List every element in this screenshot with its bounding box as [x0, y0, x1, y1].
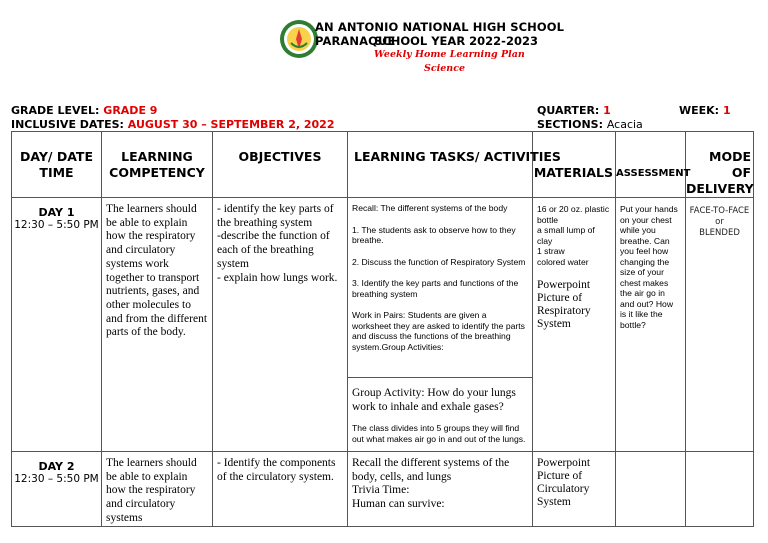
day2-mode [686, 452, 754, 527]
day-time: 12:30 – 5:50 PM [14, 473, 99, 485]
objective-item: - identify the key parts of the breathing system [217, 203, 334, 229]
day2-materials [533, 452, 616, 527]
mode-item: FACE-TO-FACE [689, 206, 750, 216]
tasks-list [348, 198, 532, 352]
sections: SECTIONS: Acacia [537, 118, 643, 131]
day1-group-activity [348, 378, 533, 452]
material-item: 16 or 20 oz. plastic bottle [537, 204, 610, 225]
col-assessment-header: ASSESSMENT [616, 132, 686, 198]
objectives-list [213, 198, 347, 285]
table-row [12, 198, 754, 378]
material-item: Powerpoint [537, 279, 591, 291]
day1-tasks [348, 198, 533, 378]
day-time: 12:30 – 5:50 PM [14, 219, 99, 231]
day1-cell [12, 198, 102, 452]
tasks-list [348, 452, 532, 512]
school-logo [279, 19, 319, 59]
day2-cell [12, 452, 102, 527]
competency-text: The learners should be able to explain how the respiratory and circulatory systems work together to transport nutrients, gases, and other molecules to and from the different parts of the body. [106, 203, 208, 339]
task-item: 3. Identify the key parts and functions of the breathing system [352, 278, 519, 299]
objective-item: - explain how lungs work. [217, 271, 338, 284]
col-competency-header: LEARNING COMPETENCY [102, 132, 213, 198]
quarter: QUARTER: 1 [537, 104, 611, 117]
group-activity-text: Group Activity: How do your lungs work to inhale and exhale gases? [352, 387, 516, 413]
mode-list [686, 198, 753, 239]
task-item: Human can survive: [352, 498, 445, 511]
task-item: Work in Pairs: Students are given a worksheet they are asked to identify the parts and discuss the functions of the breathing system.Group Activities: [352, 310, 525, 352]
grade-level: GRADE LEVEL: GRADE 9 [11, 104, 158, 117]
col-tasks-header: LEARNING TASKS/ ACTIVITIES [348, 132, 533, 198]
mode-item: or [715, 217, 724, 227]
material-item: 1 straw [537, 246, 565, 256]
material-item: Powerpoint [537, 457, 591, 469]
material-item: Picture of Respiratory System [537, 292, 591, 330]
learning-plan-table [11, 131, 754, 527]
competency-text: The learners should be able to explain how the respiratory and circulatory systems [106, 457, 197, 524]
day1-competency [102, 198, 213, 452]
materials-list [533, 198, 615, 267]
inclusive-dates: INCLUSIVE DATES: AUGUST 30 – SEPTEMBER 2, 2022 [11, 118, 335, 131]
objective-item: -describe the function of each of the breathing system [217, 230, 330, 270]
task-item: Trivia Time: [352, 484, 410, 497]
col-mode-header: MODE OF DELIVERY [686, 132, 754, 198]
task-item: 1. The students ask to observe how to they breathe. [352, 224, 516, 245]
day1-materials [533, 198, 616, 452]
week: WEEK: 1 [679, 104, 731, 117]
day1-objectives [213, 198, 348, 452]
col-day-header: DAY/ DATE TIME [12, 132, 102, 198]
day1-mode [686, 198, 754, 452]
col-materials-header: MATERIALS [533, 132, 616, 198]
day2-competency [102, 452, 213, 527]
day2-assessment [616, 452, 686, 527]
group-activity-note: The class divides into 5 groups they will find out what makes air go in and out of the lungs. [352, 423, 526, 444]
day-label: DAY 1 [38, 206, 75, 219]
task-item: Recall: The different systems of the body [352, 203, 508, 213]
task-item: 2. Discuss the function of Respiratory System [352, 256, 526, 267]
objective-item: - Identify the components of the circulatory system. [217, 457, 336, 483]
materials-print [533, 267, 615, 331]
material-item: Picture of Circulatory System [537, 470, 590, 508]
assessment-text: Put your hands on your chest while you breathe. Can you feel how changing the size of your chest makes the air go in and out? How is it like the bottle? [620, 204, 678, 330]
task-item: Recall the different systems of the body, cells, and lungs [352, 457, 510, 483]
table-header-row [12, 132, 754, 198]
school-name: AN ANTONIO NATIONAL HIGH SCHOOL PARANAQUE [315, 20, 565, 48]
table-row [12, 452, 754, 527]
day2-objectives [213, 452, 348, 527]
material-item: a small lump of clay [537, 225, 595, 246]
school-year: SCHOOL YEAR 2022-2023 [374, 34, 538, 48]
subject-title: Science [424, 63, 466, 74]
mode-item: BLENDED [699, 228, 740, 238]
col-objectives-header: OBJECTIVES [213, 132, 348, 198]
day1-assessment [616, 198, 686, 452]
materials-print [533, 452, 615, 509]
plan-title: Weekly Home Learning Plan [374, 49, 525, 60]
day2-tasks [348, 452, 533, 527]
material-item: colored water [537, 256, 589, 267]
day-label: DAY 2 [38, 460, 75, 473]
